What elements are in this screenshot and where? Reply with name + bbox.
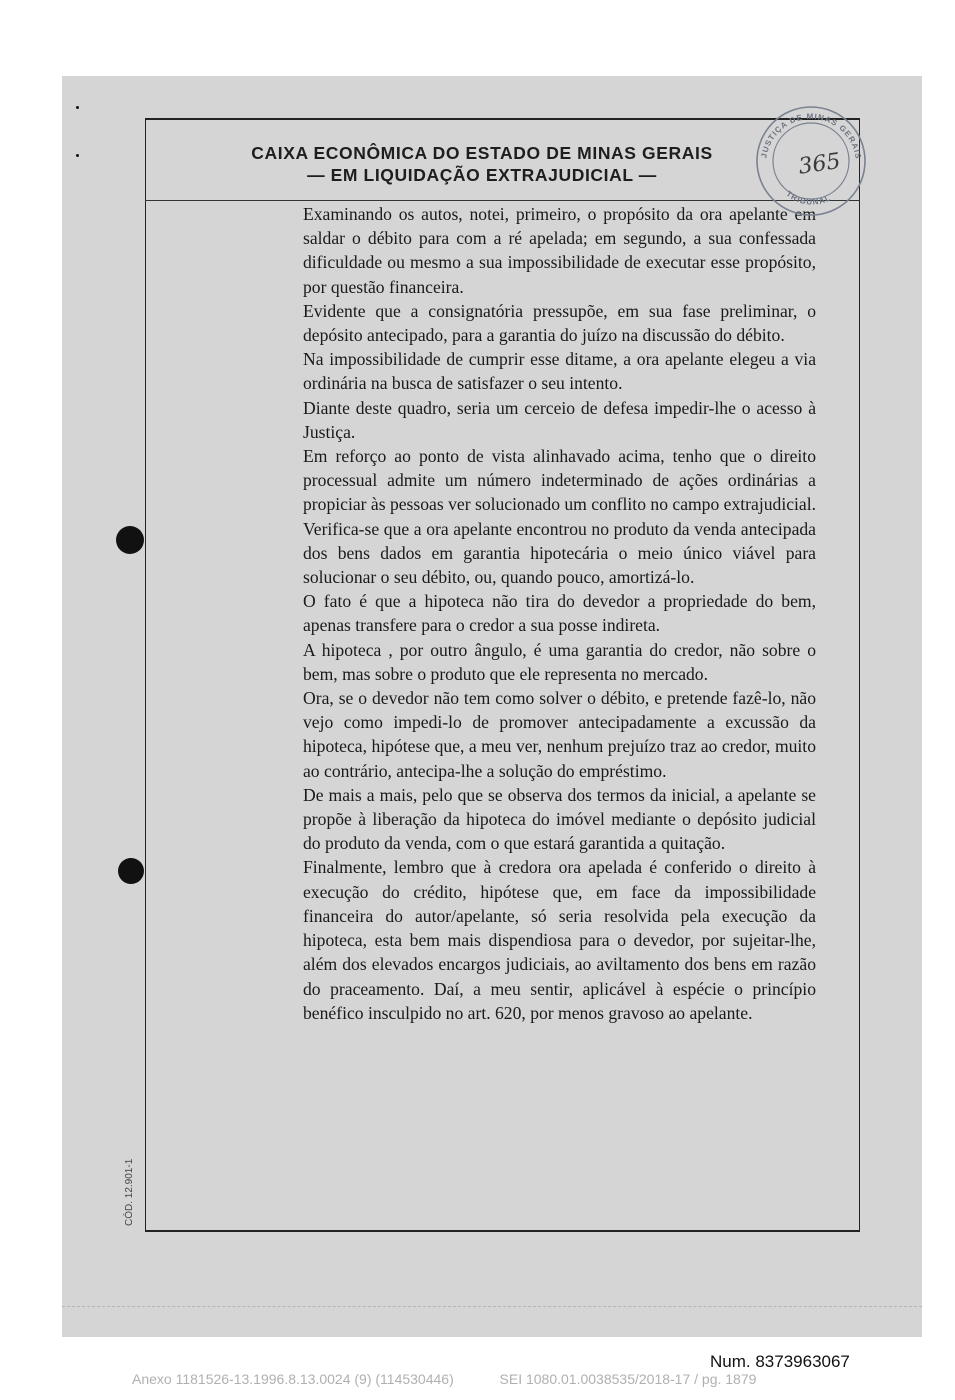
paragraph: Evidente que a consignatória pressupõe, em sua fase preliminar, o depósito antecipado, para a garantia do juízo na discussão do débito. — [303, 300, 816, 346]
paragraph: Finalmente, lembro que à credora ora apelada é conferido o direito à execução do crédito, hipótese que, em face da impossibilidade financeira do autor/apelante, só seria resolvida pela execução da hipoteca, esta bem mais dispendiosa para o devedor, por sujeitar-lhe, além dos elevados encargos judiciais, ao aviltamento dos bens em razão do praceamento. Daí, a meu sentir, aplicável à espécie o princípio benéfico insculpido no art. 620, por menos gravoso ao apelante. — [303, 857, 816, 1023]
scanned-page — [62, 76, 922, 1337]
letterhead — [182, 142, 782, 186]
scan-dashed-line — [62, 1306, 922, 1307]
paragraph: A hipoteca , por outro ângulo, é uma garantia do credor, não sobre o bem, mas sobre o produto que ele representa no mercado. — [303, 639, 816, 684]
paragraph: De mais a mais, pelo que se observa dos termos da inicial, a apelante se propõe à liberação da hipoteca do imóvel mediante o depósito judicial do produto da venda, com o que estará garantida a quitação. — [303, 784, 816, 854]
handwritten-page-number: 365 — [797, 149, 843, 180]
punch-hole-mark — [118, 858, 144, 884]
paragraph: Na impossibilidade de cumprir esse ditame, a ora apelante elegeu a via ordinária na busca de satisfazer o seu intento. — [303, 349, 816, 394]
letterhead-line-1: CAIXA ECONÔMICA DO ESTADO DE MINAS GERAIS — [251, 143, 713, 163]
stamp-bottom-text: TRIBUNAL — [784, 189, 833, 207]
paragraph: Verifica-se que a ora apelante encontrou no produto da venda antecipada dos bens dados em garantia hipotecária o meio único viável para solucionar o seu débito, ou, quando pouco, amortizá-lo. — [303, 518, 816, 588]
document-body — [303, 202, 816, 1025]
paragraph: Examinando os autos, notei, primeiro, o propósito da ora apelante em saldar o débito para com a ré apelada; em segundo, a sua confessada dificuldade ou mesmo a sua impossibilidade de executar esse propósito, por questão financeira. — [303, 204, 816, 297]
speck — [76, 154, 79, 157]
annex-reference: Anexo 1181526-13.1996.8.13.0024 (9) (114530446) — [132, 1371, 454, 1387]
document-number: Num. 8373963067 — [710, 1352, 850, 1371]
court-seal-stamp — [752, 102, 870, 220]
punch-hole-mark — [116, 526, 144, 554]
stamp-arc-text: JUSTIÇA DE MINAS GERAIS — [759, 111, 863, 161]
letterhead-line-2: — EM LIQUIDAÇÃO EXTRAJUDICIAL — — [307, 165, 657, 185]
svg-text:TRIBUNAL — [784, 189, 832, 206]
paragraph: Em reforço ao ponto de vista alinhavado acima, tenho que o direito processual admite um número indeterminado de ações ordinárias a propiciar às pessoas ver solucionado um conflito no campo extrajudicial. — [303, 446, 817, 515]
form-code: CÓD. 12.901-1 — [124, 1158, 135, 1226]
footer-watermark — [132, 1371, 756, 1387]
speck — [76, 106, 79, 109]
sei-reference: SEI 1080.01.0038535/2018-17 / pg. 1879 — [499, 1371, 757, 1387]
paragraph: Diante deste quadro, seria um cerceio de defesa impedir-lhe o acesso à Justiça. — [303, 397, 816, 442]
paragraph: Ora, se o devedor não tem como solver o débito, e pretende fazê-lo, não vejo como impedi-lo de promover antecipadamente a excussão da hipoteca, hipótese que, a meu ver, nenhum prejuízo traz ao credor, muito ao contrário, antecipa-lhe a solução do empréstimo. — [303, 688, 816, 781]
paragraph: O fato é que a hipoteca não tira do devedor a propriedade do bem, apenas transfere para o credor a sua posse indireta. — [303, 591, 816, 636]
